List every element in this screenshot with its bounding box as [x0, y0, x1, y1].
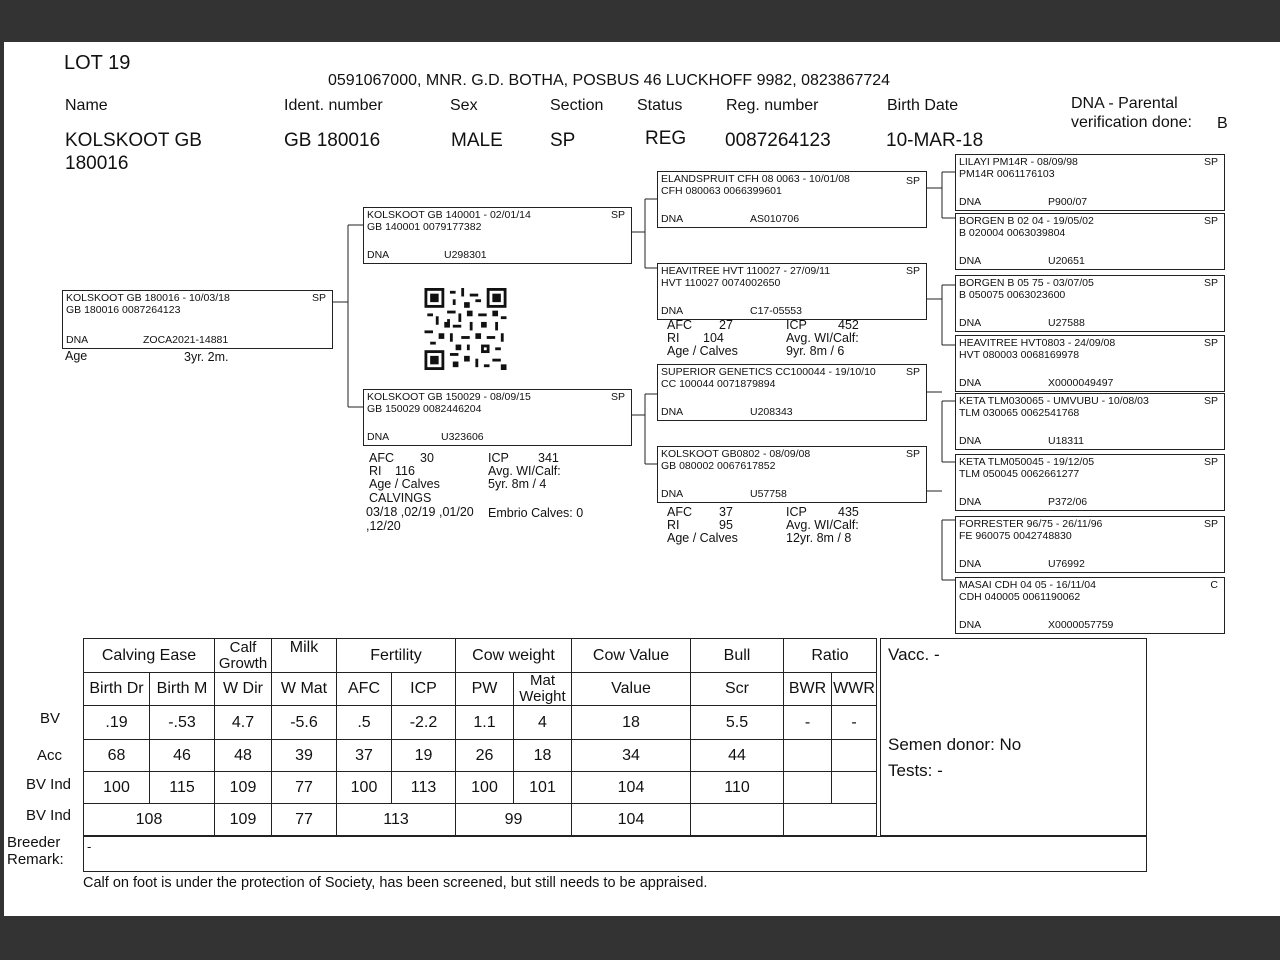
gp-icp-label: ICP	[786, 505, 807, 519]
bv-ind-cell: 100	[84, 772, 150, 804]
row-label-bv-ind: BV Ind	[26, 776, 72, 793]
gp-title: SUPERIOR GENETICS CC100044 - 19/10/10	[661, 366, 876, 378]
gp-section: SP	[905, 366, 920, 378]
bv-cell: -	[832, 706, 877, 740]
animal-name-2: 180016	[65, 153, 129, 174]
sire-dna-label: DNA	[367, 249, 390, 261]
subject-ident: GB 180016 0087264123	[66, 304, 181, 316]
breeder-remark-text: -	[87, 839, 92, 854]
tests-text: Tests: -	[888, 761, 943, 780]
grandparent-box	[657, 364, 927, 421]
dam-section: SP	[610, 391, 625, 403]
gp-wi-label: Avg. WI/Calf:	[786, 331, 859, 345]
header-birth: Birth Date	[887, 97, 959, 114]
animal-sex: MALE	[451, 130, 503, 151]
dam-wi-label: Avg. WI/Calf:	[488, 464, 561, 478]
gp-section: SP	[905, 175, 920, 187]
group-ratio: Ratio	[784, 639, 877, 673]
bv-ind-cell: 101	[514, 772, 572, 804]
bv-ind-grouped-cell	[784, 804, 877, 836]
vacc-text: Vacc. -	[888, 645, 940, 664]
animal-reg: 0087264123	[725, 130, 831, 151]
gp-dna: C17-05553	[750, 305, 802, 317]
bv-ind-grouped-cell: 108	[84, 804, 215, 836]
great-grandparent-box	[955, 275, 1225, 332]
great-grandparent-box	[955, 516, 1225, 573]
grandparent-box	[657, 446, 927, 503]
ggp-title: BORGEN B 02 04 - 19/05/02	[959, 215, 1094, 227]
bv-cell: -2.2	[392, 706, 456, 740]
gp-icp: 452	[838, 318, 859, 332]
bv-cell: 18	[572, 706, 691, 740]
age-label: Age	[65, 349, 88, 363]
ggp-section: SP	[1203, 215, 1218, 227]
gp-icp-label: ICP	[786, 318, 807, 332]
gp-wi-label: Avg. WI/Calf:	[786, 518, 859, 532]
bv-cell: 4.7	[215, 706, 272, 740]
great-grandparent-box	[955, 393, 1225, 450]
animal-status: REG	[645, 128, 687, 149]
ggp-title: BORGEN B 05 75 - 03/07/05	[959, 277, 1094, 289]
ggp-ident: B 050075 0063023600	[959, 289, 1066, 301]
bv-ind-grouped-cell	[691, 804, 784, 836]
lot-number: LOT 19	[64, 52, 131, 74]
bv-ind-grouped-cell: 99	[456, 804, 572, 836]
ggp-dna-label: DNA	[959, 317, 982, 329]
ggp-section: SP	[1203, 277, 1218, 289]
qr-code	[422, 288, 509, 370]
footer-note: Calf on foot is under the protection of Society, has been screened, but still needs to be appraised.	[83, 875, 708, 891]
great-grandparent-box	[955, 335, 1225, 392]
gp-age-calves: 9yr. 8m / 6	[786, 344, 845, 358]
bv-ind-cell: 109	[215, 772, 272, 804]
ggp-dna-label: DNA	[959, 558, 982, 570]
ggp-dna: X0000057759	[1048, 619, 1114, 631]
row-label-bv-ind-grouped: BV Ind	[26, 807, 72, 824]
gp-afc: 37	[719, 505, 733, 519]
subject-dna-label: DNA	[66, 334, 89, 346]
header-dna-2: verification done:	[1071, 114, 1192, 131]
bv-ind-cell	[832, 772, 877, 804]
dam-embrio-calves: Embrio Calves: 0	[488, 506, 584, 520]
dam-icp-label: ICP	[488, 451, 509, 465]
gp-dna: AS010706	[750, 213, 800, 225]
gp-dna-label: DNA	[661, 406, 684, 418]
ggp-ident: FE 960075 0042748830	[959, 530, 1072, 542]
subject-section: SP	[311, 292, 326, 304]
header-name: Name	[65, 97, 108, 114]
great-grandparent-box	[955, 577, 1225, 634]
animal-section: SP	[550, 130, 576, 151]
bv-ind-grouped-cell: 77	[272, 804, 337, 836]
animal-ident: GB 180016	[284, 130, 381, 151]
dam-icp: 341	[538, 451, 559, 465]
dam-afc-label: AFC	[369, 451, 394, 465]
viewer-bottom-bar	[0, 916, 1280, 960]
gp-section: SP	[905, 265, 920, 277]
subhead-w-dir: W Dir	[215, 673, 272, 706]
grandparent-box	[657, 263, 927, 320]
ggp-section: SP	[1203, 518, 1218, 530]
semen-donor-text: Semen donor: No	[888, 735, 1022, 754]
ggp-section: SP	[1203, 395, 1218, 407]
bv-ind-cell: 115	[150, 772, 215, 804]
dam-calvings-1: 03/18 ,02/19 ,01/20	[366, 505, 474, 519]
gp-dna-label: DNA	[661, 305, 684, 317]
ggp-dna: U76992	[1048, 558, 1085, 570]
gp-title: KOLSKOOT GB0802 - 08/09/08	[661, 448, 811, 460]
bv-cell: -5.6	[272, 706, 337, 740]
dna-verified-value: B	[1217, 115, 1228, 132]
group-fertility: Fertility	[337, 639, 456, 673]
bv-ind-cell: 100	[456, 772, 514, 804]
gp-dna-label: DNA	[661, 213, 684, 225]
gp-title: HEAVITREE HVT 110027 - 27/09/11	[661, 265, 831, 277]
bv-cell: 4	[514, 706, 572, 740]
ggp-title: FORRESTER 96/75 - 26/11/96	[959, 518, 1103, 530]
ggp-dna: P372/06	[1048, 496, 1088, 508]
ggp-dna-label: DNA	[959, 435, 982, 447]
bv-ind-cell	[784, 772, 832, 804]
great-grandparent-box	[955, 213, 1225, 270]
subhead-bwr: BWR	[784, 673, 832, 706]
ggp-dna-label: DNA	[959, 377, 982, 389]
gp-ri: 104	[703, 331, 724, 345]
breeding-values-table	[83, 638, 877, 836]
gp-section: SP	[905, 448, 920, 460]
group-cow-weight: Cow weight	[456, 639, 572, 673]
ggp-section: SP	[1203, 456, 1218, 468]
gp-icp: 435	[838, 505, 859, 519]
dam-age-calves: 5yr. 8m / 4	[488, 477, 547, 491]
ggp-ident: HVT 080003 0068169978	[959, 349, 1080, 361]
ggp-dna-label: DNA	[959, 619, 982, 631]
sire-dna: U298301	[444, 249, 487, 261]
gp-ident: CFH 080063 0066399601	[661, 185, 782, 197]
breeder-remark-label-2: Remark:	[7, 851, 64, 868]
acc-cell: 46	[150, 740, 215, 772]
ggp-dna: X0000049497	[1048, 377, 1114, 389]
bv-cell: -.53	[150, 706, 215, 740]
acc-cell: 44	[691, 740, 784, 772]
dam-dna-label: DNA	[367, 431, 390, 443]
sire-title: KOLSKOOT GB 140001 - 02/01/14	[367, 209, 531, 221]
bv-ind-cell: 113	[392, 772, 456, 804]
ggp-ident: TLM 030065 0062541768	[959, 407, 1080, 419]
group-cow-value: Cow Value	[572, 639, 691, 673]
subhead-wwr: WWR	[832, 673, 877, 706]
gp-ri-label: RI	[667, 518, 680, 532]
gp-ident: CC 100044 0071879894	[661, 378, 776, 390]
ggp-title: KETA TLM050045 - 19/12/05	[959, 456, 1095, 468]
dam-afc: 30	[420, 451, 434, 465]
bv-cell: 1.1	[456, 706, 514, 740]
header-reg: Reg. number	[726, 97, 819, 114]
bv-cell: .5	[337, 706, 392, 740]
gp-ident: HVT 110027 0074002650	[661, 277, 781, 289]
subhead-birth-dr: Birth Dr	[84, 673, 150, 706]
dam-calvings-label: CALVINGS	[369, 491, 432, 505]
gp-afc: 27	[719, 318, 733, 332]
gp-dna-label: DNA	[661, 488, 684, 500]
subhead-afc: AFC	[337, 673, 392, 706]
group-calving-ease: Calving Ease	[84, 639, 215, 673]
sire-section: SP	[610, 209, 625, 221]
ggp-section: SP	[1203, 337, 1218, 349]
gp-afc-label: AFC	[667, 318, 692, 332]
ggp-section: SP	[1203, 156, 1218, 168]
ggp-dna-label: DNA	[959, 255, 982, 267]
acc-cell: 34	[572, 740, 691, 772]
header-ident: Ident. number	[284, 97, 383, 114]
ggp-ident: PM14R 0061176103	[959, 168, 1055, 180]
group-bull: Bull	[691, 639, 784, 673]
acc-cell	[784, 740, 832, 772]
header-section: Section	[550, 97, 604, 114]
acc-cell: 39	[272, 740, 337, 772]
ggp-title: HEAVITREE HVT0803 - 24/09/08	[959, 337, 1116, 349]
acc-cell: 19	[392, 740, 456, 772]
gp-afc-label: AFC	[667, 505, 692, 519]
gp-age-calves-label: Age / Calves	[667, 344, 738, 358]
subhead-mat-weight: Mat Weight	[514, 673, 572, 706]
subhead-pw: PW	[456, 673, 514, 706]
owner-line: 0591067000, MNR. G.D. BOTHA, POSBUS 46 LUCKHOFF 9982, 0823867724	[328, 72, 891, 89]
ggp-title: KETA TLM030065 - UMVUBU - 10/08/03	[959, 395, 1149, 407]
great-grandparent-box	[955, 454, 1225, 511]
row-label-acc: Acc	[37, 747, 63, 764]
ggp-dna: P900/07	[1048, 196, 1088, 208]
breeder-remark-label-1: Breeder	[7, 834, 61, 851]
ggp-dna: U18311	[1048, 435, 1085, 447]
gp-ri-label: RI	[667, 331, 680, 345]
header-status: Status	[637, 97, 683, 114]
grandparent-box	[657, 171, 927, 228]
acc-cell: 68	[84, 740, 150, 772]
viewer-top-bar	[0, 0, 1280, 42]
subhead-value: Value	[572, 673, 691, 706]
gp-dna: U57758	[750, 488, 787, 500]
ggp-title: MASAI CDH 04 05 - 16/11/04	[959, 579, 1096, 591]
subhead-scr: Scr	[691, 673, 784, 706]
acc-cell: 37	[337, 740, 392, 772]
gp-age-calves: 12yr. 8m / 8	[786, 531, 852, 545]
subhead-icp: ICP	[392, 673, 456, 706]
lot-page	[4, 42, 1280, 916]
gp-ident: GB 080002 0067617852	[661, 460, 776, 472]
bv-cell: .19	[84, 706, 150, 740]
dam-age-calves-label: Age / Calves	[369, 477, 440, 491]
animal-birth: 10-MAR-18	[886, 130, 984, 151]
header-sex: Sex	[450, 97, 478, 114]
ggp-ident: B 020004 0063039804	[959, 227, 1066, 239]
acc-cell: 26	[456, 740, 514, 772]
sire-ident: GB 140001 0079177382	[367, 221, 482, 233]
age-value: 3yr. 2m.	[184, 350, 229, 364]
dam-ri: 116	[395, 464, 415, 478]
ggp-section: C	[1210, 579, 1218, 591]
subject-box	[62, 290, 333, 349]
ggp-dna: U27588	[1048, 317, 1085, 329]
gp-ri: 95	[719, 518, 733, 532]
row-label-bv: BV	[40, 710, 61, 727]
bv-ind-cell: 104	[572, 772, 691, 804]
breeder-remark-box	[83, 836, 1147, 872]
bv-ind-cell: 100	[337, 772, 392, 804]
acc-cell	[832, 740, 877, 772]
bv-ind-cell: 77	[272, 772, 337, 804]
dam-calvings-2: ,12/20	[366, 519, 401, 533]
ggp-dna-label: DNA	[959, 496, 982, 508]
dam-box	[363, 389, 632, 446]
subject-title: KOLSKOOT GB 180016 - 10/03/18	[66, 292, 230, 304]
great-grandparent-box	[955, 154, 1225, 211]
sire-box	[363, 207, 632, 264]
acc-cell: 48	[215, 740, 272, 772]
gp-dna: U208343	[750, 406, 793, 418]
group-milk: Milk	[272, 639, 337, 673]
bv-ind-cell: 110	[691, 772, 784, 804]
bv-ind-grouped-cell: 113	[337, 804, 456, 836]
header-dna-1: DNA - Parental	[1071, 95, 1178, 112]
ggp-dna: U20651	[1048, 255, 1085, 267]
bv-ind-grouped-cell: 109	[215, 804, 272, 836]
animal-name-1: KOLSKOOT GB	[65, 130, 202, 151]
ggp-ident: CDH 040005 0061190062	[959, 591, 1081, 603]
bv-ind-grouped-cell: 104	[572, 804, 691, 836]
acc-cell: 18	[514, 740, 572, 772]
subject-dna: ZOCA2021-14881	[143, 334, 229, 346]
dam-title: KOLSKOOT GB 150029 - 08/09/15	[367, 391, 531, 403]
dam-dna: U323606	[441, 431, 484, 443]
bv-cell: 5.5	[691, 706, 784, 740]
bv-cell: -	[784, 706, 832, 740]
gp-title: ELANDSPRUIT CFH 08 0063 - 10/01/08	[661, 173, 850, 185]
group-calf-growth: Calf Growth	[215, 639, 272, 673]
ggp-dna-label: DNA	[959, 196, 982, 208]
vaccination-panel	[880, 638, 1147, 836]
ggp-ident: TLM 050045 0062661277	[959, 468, 1080, 480]
gp-age-calves-label: Age / Calves	[667, 531, 738, 545]
ggp-title: LILAYI PM14R - 08/09/98	[959, 156, 1078, 168]
subhead-birth-m: Birth M	[150, 673, 215, 706]
subhead-w-mat: W Mat	[272, 673, 337, 706]
dam-ident: GB 150029 0082446204	[367, 403, 482, 415]
dam-ri-label: RI	[369, 464, 382, 478]
